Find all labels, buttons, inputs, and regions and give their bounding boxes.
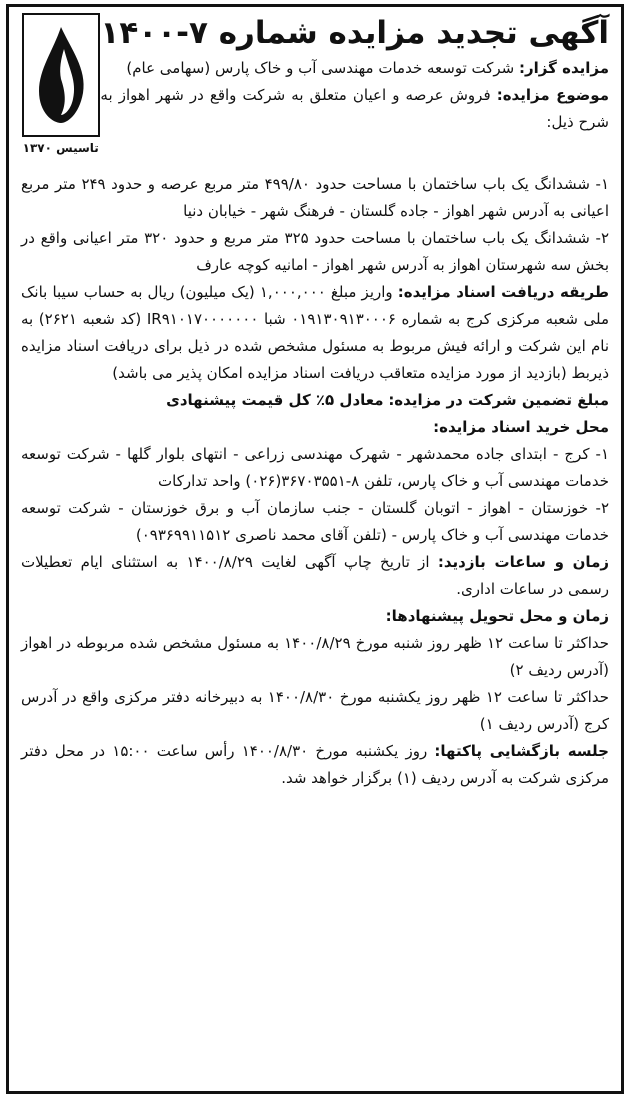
guarantee-label: مبلغ تضمین شرکت در مزایده: — [388, 391, 609, 409]
item-1: ۱- ششدانگ یک باب ساختمان با مساحت حدود ۴۹۹/۸۰ متر مربع عرصه و حدود ۲۴۹ متر مربع اعیانی به آدرس شهر اهواز - جاده گلستان - فرهنگ شهر - خیابان دنیا — [21, 175, 610, 220]
header-main — [100, 13, 609, 136]
opening-label: جلسه بازگشایی پاکتها: — [434, 742, 609, 760]
visit-text: از تاریخ چاپ آگهی لغایت ۱۴۰۰/۸/۲۹ به استثنای ایام تعطیلات رسمی در ساعات اداری. — [21, 553, 609, 598]
subject-label: موضوع مزایده: — [496, 86, 609, 104]
purchase-item-2: ۲- خوزستان - اهواز - اتوبان گلستان - جنب سازمان آب و برق خوزستان - شرکت توسعه خدمات مهندسی آب و خاک پارس - (تلفن آقای محمد ناصری ۰۹۳۶۹۹۱۱۵۱۲) — [21, 499, 609, 544]
delivery-item-2: حداکثر تا ساعت ۱۲ ظهر روز یکشنبه مورخ ۱۴۰۰/۸/۳۰ به دبیرخانه دفتر مرکزی واقع در آدرس کرج (آدرس ردیف ۱) — [21, 688, 609, 733]
purchase-label: محل خرید اسناد مزایده: — [433, 418, 609, 436]
delivery-item-1: حداکثر تا ساعت ۱۲ ظهر روز شنبه مورخ ۱۴۰۰/۸/۲۹ به مسئول مشخص شده مربوطه در اهواز (آدرس ردیف ۲) — [21, 634, 610, 679]
visit-section — [21, 549, 609, 603]
auctioneer-text: شرکت توسعه خدمات مهندسی آب و خاک پارس (سهامی عام) — [126, 59, 515, 77]
auctioneer-line — [100, 55, 609, 82]
documents-text: واریز مبلغ ۱,۰۰۰,۰۰۰ (یک میلیون) ریال به حساب سیبا بانک ملی شعبه مرکزی کرج به شماره ۰۱۹۱۳۰۹۱۳۰۰۰۶ شبا IR۹۱۰۱۷۰۰۰۰۰۰۰ (کد شعبه ۲۶۲۱) به نام این شرکت و ارائه فیش مربوط به مسئول مشخص شده در ذیل برای دریافت اسناد مزایده ذیربط (بازدید از مورد مزایده متعاقب دریافت اسناد مزایده امکان پذیر می باشد) — [21, 283, 610, 382]
purchase-item-1: ۱- کرج - ابتدای جاده محمدشهر - شهرک مهندسی زراعی - انتهای بلوار گلها - شرکت توسعه خدمات مهندسی آب و خاک پارس، تلفن ۸-۳۶۷۰۳۵۵۱(۰۲۶) واحد تدارکات — [21, 445, 609, 490]
logo-caption: تاسیس ۱۳۷۰ — [22, 141, 99, 155]
documents-label: طریقه دریافت اسناد مزایده: — [397, 283, 609, 301]
documents-section — [21, 279, 609, 387]
flame-icon — [31, 23, 91, 127]
notice-title: آگهی تجدید مزایده شماره ۷-۱۴۰۰ — [100, 15, 609, 51]
subject-text: فروش عرصه و اعیان متعلق به شرکت واقع در شهر اهواز به شرح ذیل: — [100, 86, 609, 131]
item-2: ۲- ششدانگ یک باب ساختمان با مساحت حدود ۳۲۵ متر مربع و حدود ۳۲۰ متر اعیانی واقع در بخش سه شهرستان اهواز به آدرس شهر اهواز - امانیه کوچه عارف — [21, 229, 609, 274]
delivery-label: زمان و محل تحویل پیشنهادها: — [385, 607, 609, 625]
logo-frame — [22, 13, 100, 137]
company-logo — [21, 13, 100, 169]
notice-header — [21, 13, 609, 171]
guarantee-section — [21, 387, 609, 414]
visit-label: زمان و ساعات بازدید: — [437, 553, 609, 571]
auction-notice — [6, 4, 624, 1094]
subject-line — [100, 82, 609, 136]
auctioneer-label: مزایده گزار: — [519, 59, 609, 77]
guarantee-text: معادل ۵٪ کل قیمت پیشنهادی — [166, 391, 384, 409]
opening-section — [21, 738, 609, 792]
opening-text: روز یکشنبه مورخ ۱۴۰۰/۸/۳۰ رأس ساعت ۱۵:۰۰ در محل دفتر مرکزی شرکت به آدرس ردیف (۱) برگزار خواهد شد. — [21, 742, 609, 787]
